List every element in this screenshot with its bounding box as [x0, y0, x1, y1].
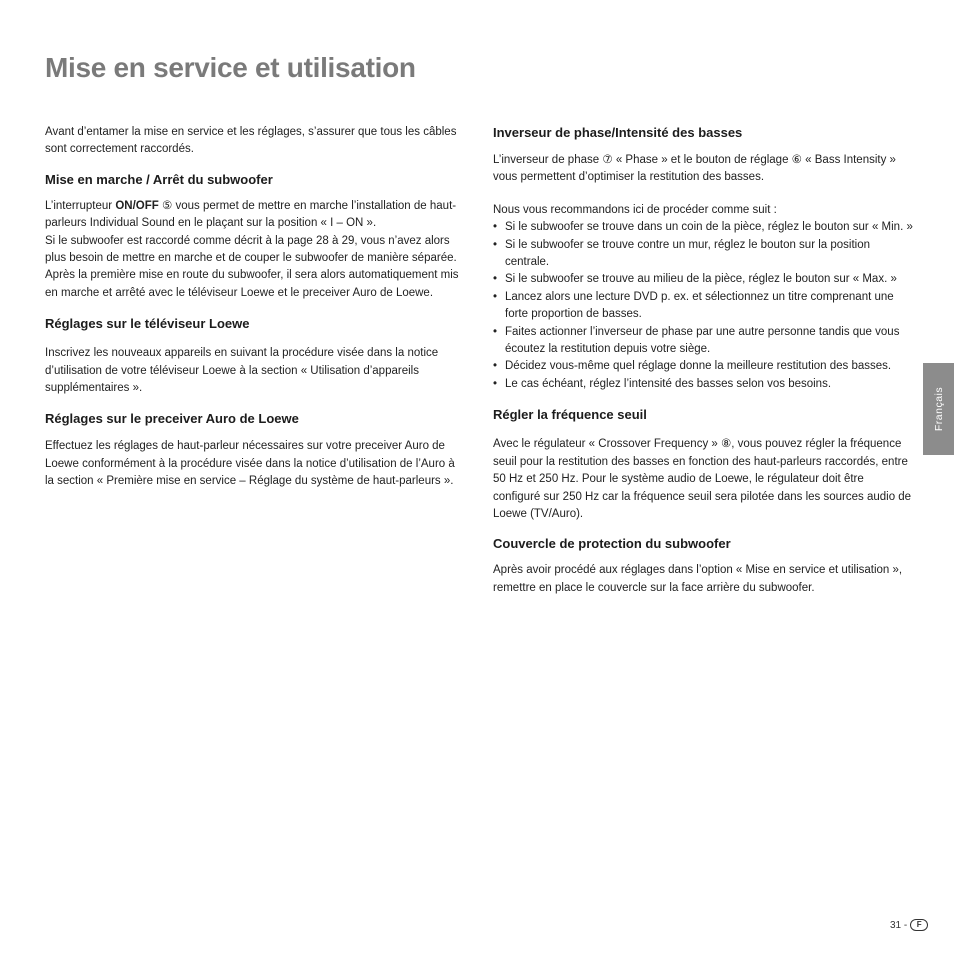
heading-crossover: Régler la fréquence seuil: [493, 407, 647, 423]
language-f-icon: F: [910, 919, 928, 931]
power-paragraph-2: Si le subwoofer est raccordé comme décrit à la page 28 à 29, vous n’avez alors plus besoin de mettre en marche et de couper le subwoofer de manière séparée.: [45, 234, 457, 265]
heading-tv-settings: Réglages sur le téléviseur Loewe: [45, 316, 250, 332]
heading-phase-bass: Inverseur de phase/Intensité des basses: [493, 125, 743, 140]
list-item: • Le cas échéant, réglez l’intensité des basses selon vos besoins.: [493, 376, 913, 393]
list-item: • Faites actionner l’inverseur de phase par une autre personne tandis que vous écoutez la restitution depuis votre siège.: [493, 324, 913, 359]
preceiver-settings-paragraph: Effectuez les réglages de haut-parleur nécessaires sur votre preceiver Auro de Loewe conformément à la procédure visée dans la notice d’utilisation de l’Auro à la section « Première mise en service – Réglage du système de haut-parleurs ».: [45, 440, 455, 488]
phase-bass-paragraph: L’inverseur de phase ⑦ « Phase » et le bouton de réglage ⑥ « Bass Intensity » vous permettent d’optimiser la restitution des basses.: [493, 154, 896, 184]
list-item: • Lancez alors une lecture DVD p. ex. et sélectionnez un titre comprenant une forte proportion de basses.: [493, 289, 913, 324]
language-side-tab: [923, 363, 954, 455]
heading-power-switch: Mise en marche / Arrêt du subwoofer: [45, 171, 273, 187]
list-item: • Si le subwoofer se trouve dans un coin de la pièce, réglez le bouton sur « Min. »: [493, 219, 913, 236]
power-paragraph-1: L’interrupteur ON/OFF ⑤ vous permet de mettre en marche l’installation de haut-parleurs Individual Sound en le plaçant sur la position « I – ON ».: [45, 199, 457, 230]
heading-preceiver-settings: Réglages sur le preceiver Auro de Loewe: [45, 411, 299, 427]
page-number: [890, 919, 928, 931]
left-column: [45, 124, 465, 491]
tv-settings-paragraph: Inscrivez les nouveaux appareils en suivant la procédure visée dans la notice d’utilisation de votre téléviseur Loewe à la section « Utilisation d’appareils supplémentaires ».: [45, 347, 439, 395]
language-label: Français: [932, 386, 945, 432]
page-number-text: 31 -: [890, 919, 908, 931]
recommend-list: [493, 219, 913, 393]
recommend-paragraph: Nous vous recommandons ici de procéder comme suit :: [493, 203, 777, 216]
power-paragraph-3: Après la première mise en route du subwoofer, il sera alors automatiquement mis en marche et arrêté avec le téléviseur Loewe et le preceiver Auro de Loewe.: [45, 269, 459, 299]
list-item: • Décidez vous-même quel réglage donne la meilleure restitution des basses.: [493, 358, 913, 375]
list-item: • Si le subwoofer se trouve contre un mur, réglez le bouton sur la position centrale.: [493, 237, 913, 272]
intro-paragraph: Avant d’entamer la mise en service et les réglages, s’assurer que tous les câbles sont correctement raccordés.: [45, 126, 457, 156]
cover-paragraph: Après avoir procédé aux réglages dans l’option « Mise en service et utilisation », remettre en place le couvercle sur la face arrière du subwoofer.: [493, 564, 903, 594]
heading-cover: Couvercle de protection du subwoofer: [493, 536, 731, 552]
on-off-label: ON/OFF: [115, 199, 159, 212]
right-column: [493, 124, 913, 597]
page-title: Mise en service et utilisation: [45, 52, 416, 83]
list-item: • Si le subwoofer se trouve au milieu de la pièce, réglez le bouton sur « Max. »: [493, 271, 913, 288]
crossover-paragraph: Avec le régulateur « Crossover Frequency » ⑧, vous pouvez régler la fréquence seuil pour la restitution des basses en fonction des haut-parleurs raccordés, entre 50 Hz et 250 Hz. Pour le système audio de Loewe, le régulateur doit être configuré sur 250 Hz car la fréquence seuil sera pilotée dans les sources audio de Loewe (TV/Auro).: [493, 438, 912, 520]
